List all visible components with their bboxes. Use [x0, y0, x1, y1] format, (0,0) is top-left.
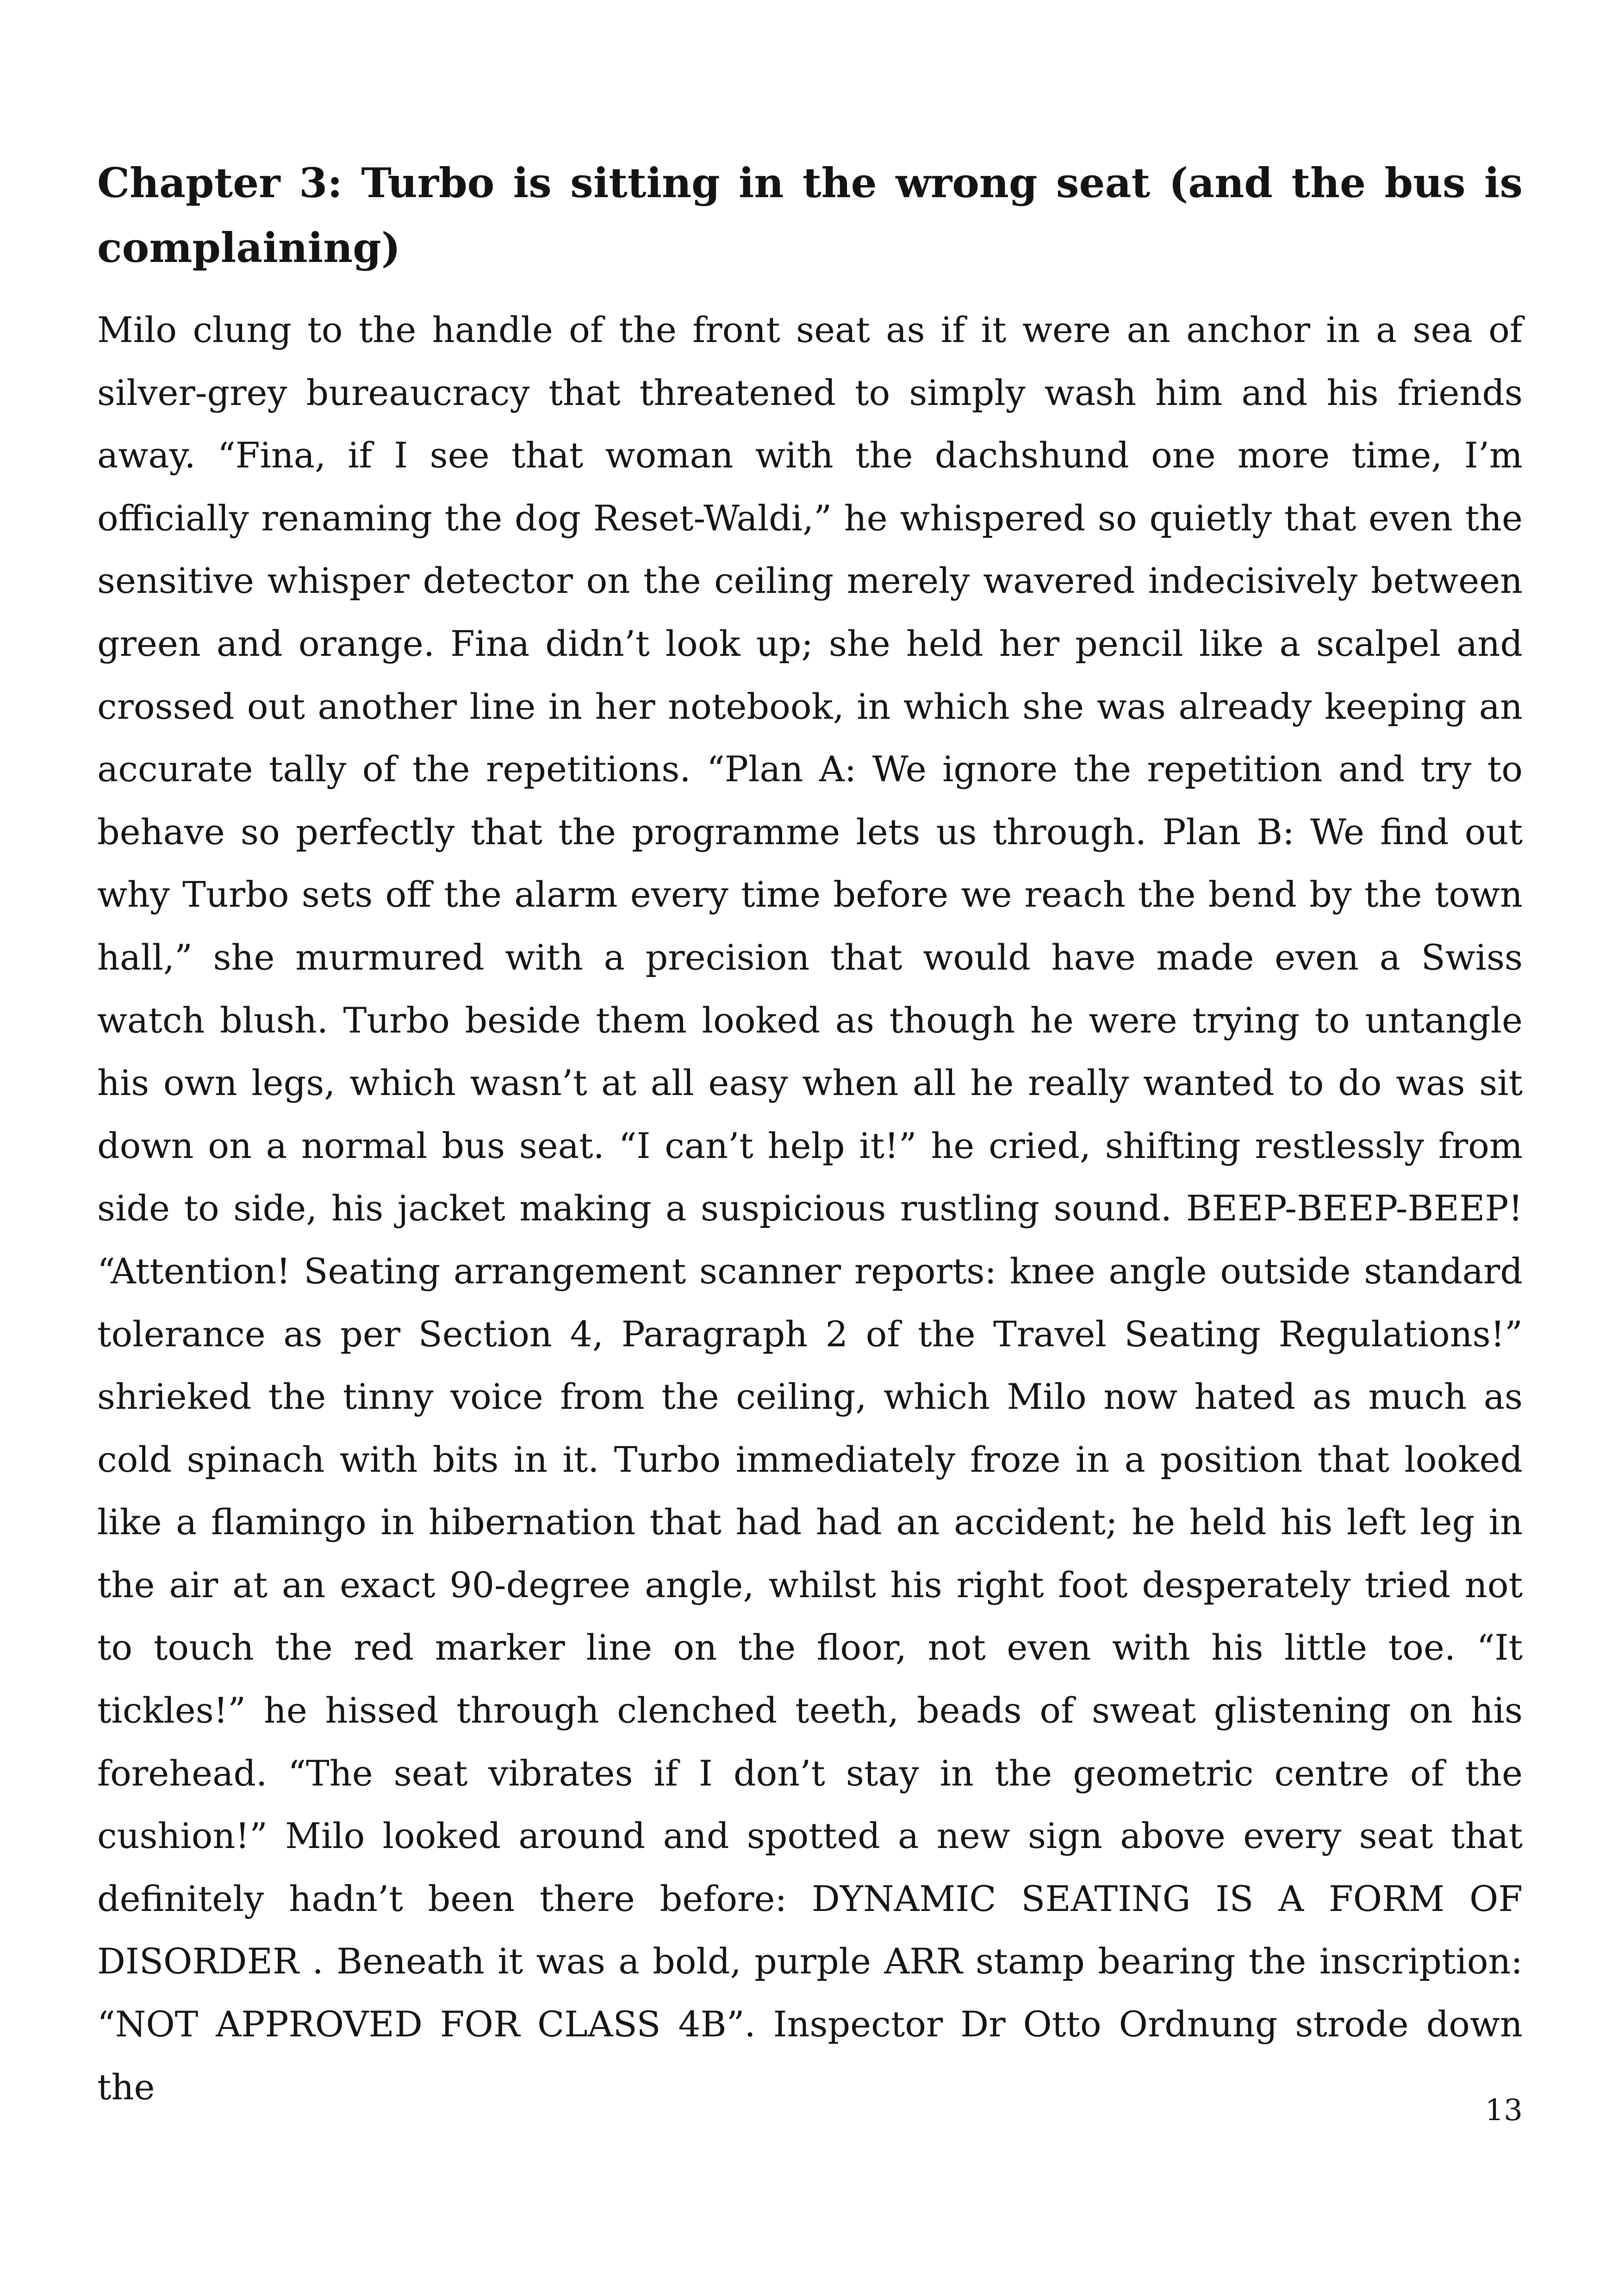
- body-paragraph: Milo clung to the handle of the front seat as if it were an anchor in a sea of silver-grey bureaucracy that threatened to simply wash him and his friends away. “Fina, if I see that woman with the dachshund one more time, I’m officially renaming the dog Reset-Waldi,” he whispered so quietly that even the sensitive whisper detector on the ceiling merely wavered indecisively between green and orange. Fina didn’t look up; she held her pencil like a scalpel and crossed out another line in her notebook, in which she was already keeping an accurate tally of the repetitions. “Plan A: We ignore the repetition and try to behave so perfectly that the programme lets us through. Plan B: We find out why Turbo sets off the alarm every time before we reach the bend by the town hall,” she murmured with a precision that would have made even a Swiss watch blush. Turbo beside them looked as though he were trying to untangle his own legs, which wasn’t at all easy when all he really wanted to do was sit down on a normal bus seat. “I can’t help it!” he cried, shifting restlessly from side to side, his jacket making a suspicious rustling sound. BEEP-BEEP-BEEP! “Attention! Seating arrangement scanner reports: knee angle outside standard tolerance as per Section 4, Paragraph 2 of the Travel Seating Regulations!” shrieked the tinny voice from the ceiling, which Milo now hated as much as cold spinach with bits in it. Turbo immediately froze in a position that looked like a flamingo in hibernation that had had an accident; he held his left leg in the air at an exact 90-degree angle, whilst his right foot desperately tried not to touch the red marker line on the floor, not even with his little toe. “It tickles!” he hissed through clenched teeth, beads of sweat glistening on his forehead. “The seat vibrates if I don’t stay in the geometric centre of the cushion!” Milo looked around and spotted a new sign above every seat that definitely hadn’t been there before: DYNAMIC SEATING IS A FORM OF DISORDER . Beneath it was a bold, purple ARR stamp bearing the inscription: “NOT APPROVED FOR CLASS 4B”. Inspector Dr Otto Ordnung strode down the: [97, 309, 1523, 2108]
- chapter-title: Chapter 3: Turbo is sitting in the wrong seat (and the bus is complaining): [97, 159, 1523, 272]
- page-number: 13: [1485, 2093, 1523, 2128]
